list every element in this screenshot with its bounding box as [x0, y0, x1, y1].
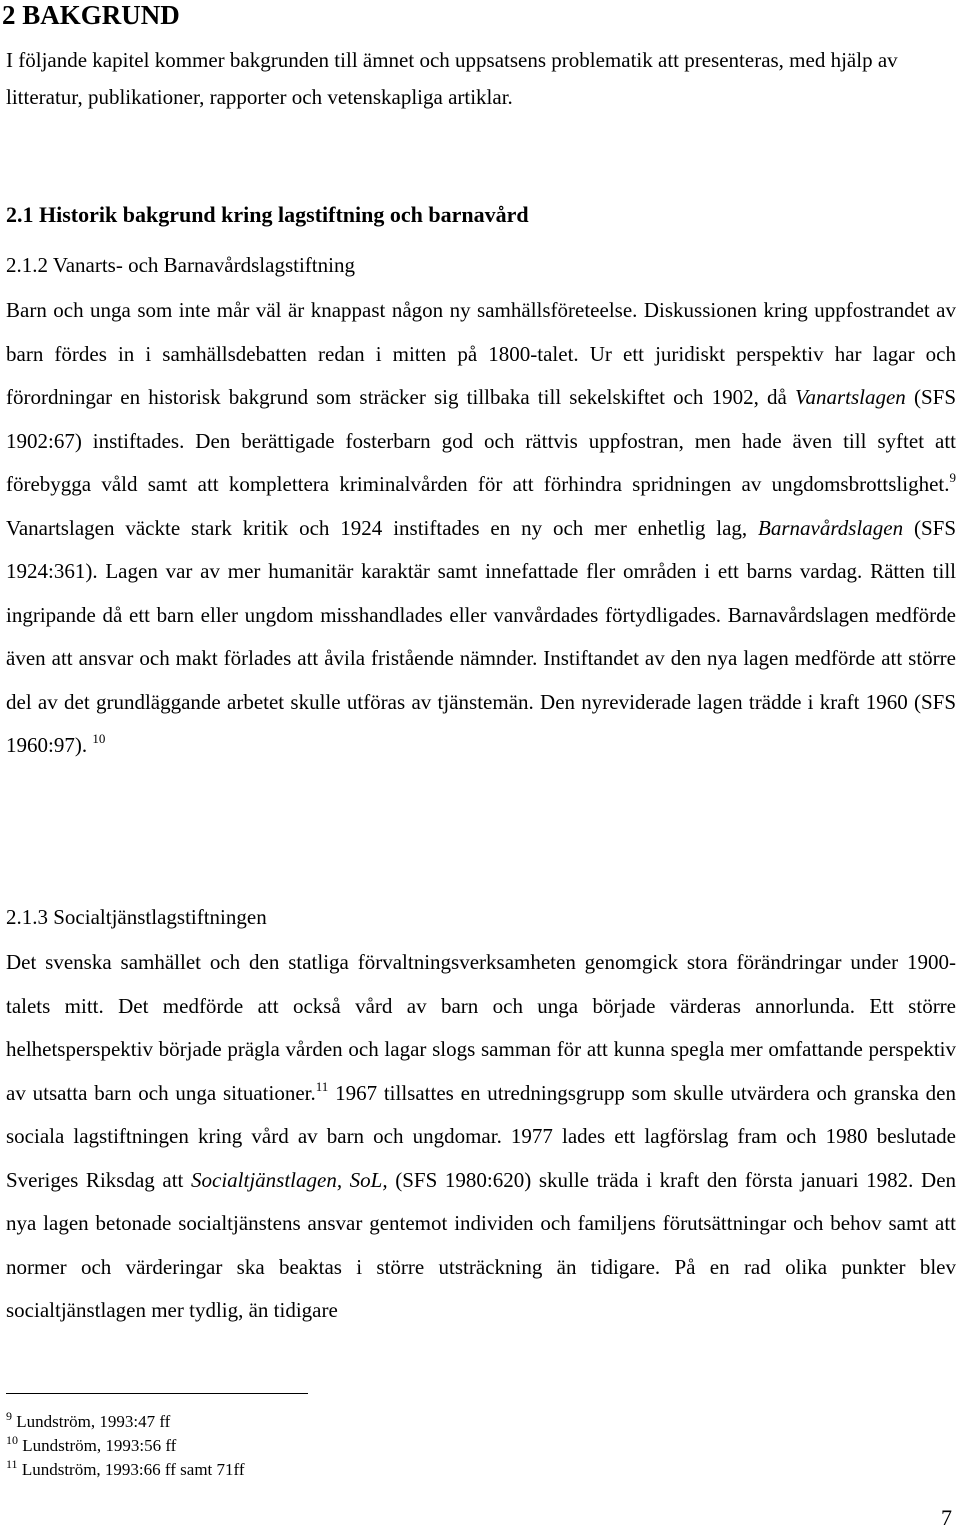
- law-name-italic: Barnavårdslagen: [758, 515, 904, 540]
- text-run: (SFS 1924:361). Lagen var av mer humanitär karaktär samt innefattade fler områden i ett barns vardag. Rätten till ingripande då ett barn eller ungdom misshandlades eller vanvårdades förtydligades. Barnavårdslagen medförde även att ansvar och makt förlades att åvila fristående nämnder. Instiftandet av den nya lagen medförde att större del av det grundläggande arbetet skulle utföras av tjänstemän. Den nyreviderade lagen trädde i kraft 1960 (SFS 1960:97).: [6, 515, 956, 757]
- subsection-heading-2-1-3: 2.1.3 Socialtjänstlagstiftningen: [6, 905, 267, 929]
- footnote-text: Lundström, 1993:56 ff: [18, 1436, 177, 1455]
- chapter-heading: 2 BAKGRUND: [2, 0, 180, 30]
- text-run: Vanartslagen väckte stark kritik och 1924 instiftades en ny och mer enhetlig lag,: [6, 515, 759, 540]
- footnote: [6, 1434, 245, 1458]
- footnote-number: 10: [6, 1433, 18, 1447]
- paragraph-vanartslagen: [6, 289, 956, 768]
- text-run: 1967 tillsattes en utredningsgrupp som skulle utvärdera och granska den sociala lagstiftningen kring vård av barn och ungdomar. 1977 lades ett lagförslag fram och 1980 beslutade Sveriges Riksdag att: [6, 1080, 956, 1192]
- footnote-number: 9: [6, 1409, 12, 1423]
- footnote-text: Lundström, 1993:47 ff: [12, 1412, 171, 1431]
- footnote-ref: 11: [315, 1078, 329, 1094]
- footnote-ref: 10: [92, 731, 106, 746]
- paragraph-socialtjanstlagen: [6, 941, 956, 1333]
- page-number: 7: [941, 1505, 952, 1530]
- law-name-italic: Socialtjänstlagen, SoL,: [191, 1167, 388, 1192]
- intro-paragraph: I följande kapitel kommer bakgrunden till ämnet och uppsatsens problematik att presenteras, med hjälp av litteratur, publikationer, rapporter och vetenskapliga artiklar.: [6, 48, 898, 109]
- footnote-number: 11: [6, 1457, 18, 1471]
- footnote: [6, 1410, 245, 1434]
- law-name-italic: Vanartslagen: [794, 385, 906, 409]
- footnotes: [6, 1410, 245, 1482]
- section-heading-2-1: 2.1 Historik bakgrund kring lagstiftning och barnavård: [6, 202, 529, 227]
- text-run: (SFS 1980:620) skulle träda i kraft den första januari 1982. Den nya lagen betonade socialtjänstens ansvar gentemot individen och familjens förutsättningar och behov samt att normer och värderingar ska beaktas i större utsträckning än tidigare. På en rad olika punkter blev socialtjänstlagen mer tydlig, än tidigare: [6, 1167, 957, 1322]
- footnote: [6, 1458, 245, 1482]
- subsection-heading-2-1-2: 2.1.2 Vanarts- och Barnavårdslagstiftning: [6, 253, 355, 277]
- text-run: Barn och unga som inte mår väl är knappast någon ny samhällsföreteelse. Diskussionen kring uppfostrandet av barn fördes in i samhällsdebatten redan i mitten på 1800-talet. Ur ett juridiskt perspektiv har lagar och förordningar en historisk bakgrund som sträcker sig tillbaka till sekelskiftet och 1902, då: [6, 298, 956, 409]
- footnote-separator: [6, 1393, 308, 1394]
- footnote-ref: 9: [949, 470, 956, 485]
- text-run: Det svenska samhället och den statliga förvaltningsverksamheten genomgick stora förändringar under 1900-talets mitt. Det medförde att också vård av barn och unga började värderas annorlunda. Ett större helhetsperspektiv började prägla vården och lagar slogs samman för att kunna spegla mer omfattande perspektiv av utsatta barn och unga situationer.: [6, 950, 956, 1105]
- footnote-text: Lundström, 1993:66 ff samt 71ff: [17, 1460, 245, 1479]
- text-run: (SFS 1902:67) instiftades. Den berättigade fosterbarn god och rättvis uppfostran, men hade även till syftet att förebygga våld samt att komplettera kriminalvården för att förhindra spridningen av ungdomsbrottslighet.: [6, 385, 957, 496]
